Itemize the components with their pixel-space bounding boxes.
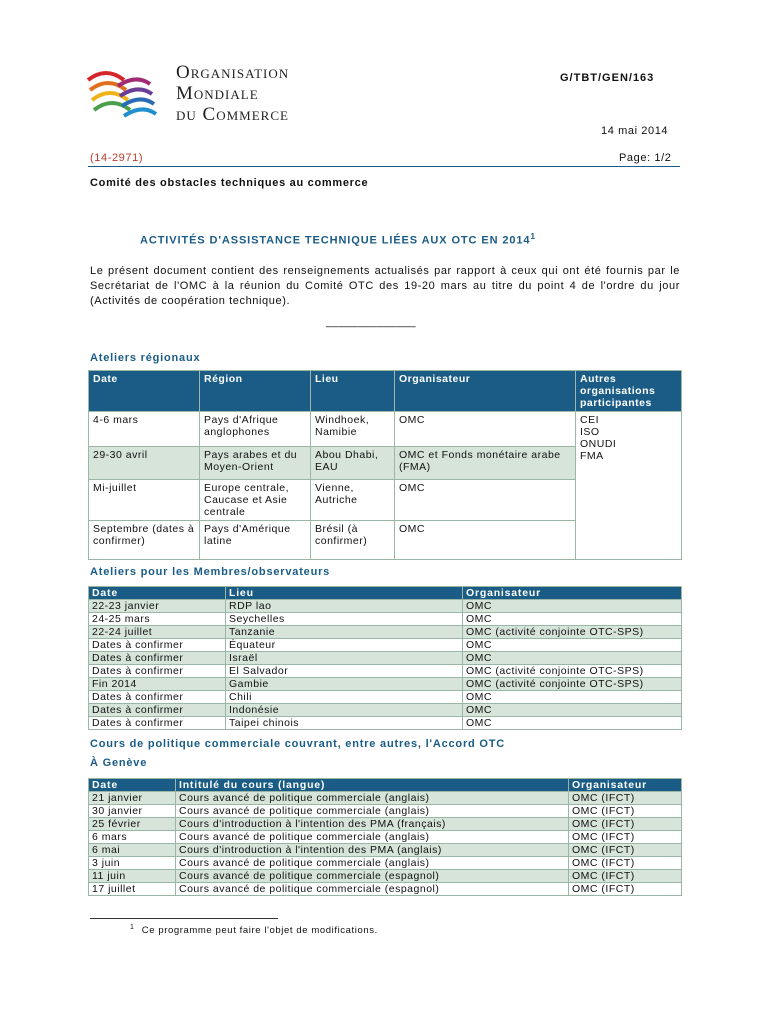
doc-title: [140, 232, 640, 247]
cell-organisateur: OMC (IFCT): [569, 805, 682, 818]
cell-date: Dates à confirmer: [89, 717, 226, 730]
cell-organisateur: OMC: [395, 521, 576, 560]
cell-organisateur: OMC: [463, 600, 682, 613]
cell-organisateur: OMC: [463, 717, 682, 730]
cell-lieu: Vienne, Autriche: [311, 480, 395, 521]
intro-paragraph: Le présent document contient des renseignements actualisés par rapport à ceux qui ont été fournis par le Secrétariat de l'OMC à la réunion du Comité OTC des 19-20 mars au titre du point 4 de l'ordre du jour (Activités de coopération technique).: [90, 265, 680, 307]
footnote-rule: [90, 918, 278, 919]
cell-others: [576, 412, 682, 560]
cell-course-title: Cours avancé de politique commerciale (anglais): [176, 805, 569, 818]
courses-table: [88, 778, 682, 896]
col-organisateur: Organisateur: [395, 371, 576, 412]
other-org: ISO: [580, 426, 600, 438]
table-row: [89, 857, 682, 870]
col-organisateur: Organisateur: [463, 587, 682, 600]
table-row: [89, 831, 682, 844]
cell-date: Dates à confirmer: [89, 704, 226, 717]
regional-table: [88, 370, 682, 560]
cell-date: 11 juin: [89, 870, 176, 883]
courses-subheading: À Genève: [90, 757, 148, 769]
table-row: [89, 805, 682, 818]
cell-date: Fin 2014: [89, 678, 226, 691]
cell-organisateur: OMC (IFCT): [569, 870, 682, 883]
cell-organisateur: OMC (activité conjointe OTC-SPS): [463, 665, 682, 678]
regional-header-row: [89, 371, 682, 412]
table-row: [89, 626, 682, 639]
cell-date: 30 janvier: [89, 805, 176, 818]
cell-course-title: Cours avancé de politique commerciale (anglais): [176, 831, 569, 844]
cell-region: Pays arabes et du Moyen-Orient: [200, 447, 311, 480]
cell-organisateur: OMC (activité conjointe OTC-SPS): [463, 678, 682, 691]
cell-region: Europe centrale, Caucase et Asie centrale: [200, 480, 311, 521]
cell-organisateur: OMC: [395, 480, 576, 521]
other-org: FMA: [580, 450, 604, 462]
table-row: [89, 883, 682, 896]
col-lieu: Lieu: [226, 587, 463, 600]
cell-date: 6 mars: [89, 831, 176, 844]
table-row: [89, 691, 682, 704]
cell-date: Septembre (dates à confirmer): [89, 521, 200, 560]
cell-organisateur: OMC: [463, 639, 682, 652]
courses-header-row: [89, 779, 682, 792]
doc-date: 14 mai 2014: [601, 125, 669, 137]
table-row: [89, 600, 682, 613]
cell-lieu: Seychelles: [226, 613, 463, 626]
table-row: [89, 652, 682, 665]
courses-heading: Cours de politique commerciale couvrant, entre autres, l'Accord OTC: [90, 738, 506, 750]
cell-date: 3 juin: [89, 857, 176, 870]
cell-course-title: Cours d'introduction à l'intention des PMA (anglais): [176, 844, 569, 857]
col-lieu: Lieu: [311, 371, 395, 412]
table-row: [89, 717, 682, 730]
cell-organisateur: OMC (activité conjointe OTC-SPS): [463, 626, 682, 639]
org-name-line1: Organisation: [176, 62, 290, 83]
cell-organisateur: OMC: [463, 691, 682, 704]
other-org: ONUDI: [580, 438, 617, 450]
cell-date: 22-23 janvier: [89, 600, 226, 613]
cell-lieu: Indonésie: [226, 704, 463, 717]
doc-ref: (14-2971): [90, 152, 144, 164]
col-date: Date: [89, 371, 200, 412]
cell-organisateur: OMC (IFCT): [569, 883, 682, 896]
table-row: [89, 412, 682, 447]
cell-lieu: Chili: [226, 691, 463, 704]
doc-title-text: ACTIVITÉS D'ASSISTANCE TECHNIQUE LIÉES AUX OTC EN 2014: [140, 234, 531, 247]
cell-date: Dates à confirmer: [89, 665, 226, 678]
cell-date: 6 mai: [89, 844, 176, 857]
members-heading: Ateliers pour les Membres/observateurs: [90, 566, 331, 578]
cell-date: 4-6 mars: [89, 412, 200, 447]
col-course-title: Intitulé du cours (langue): [176, 779, 569, 792]
cell-organisateur: OMC (IFCT): [569, 831, 682, 844]
members-header-row: [89, 587, 682, 600]
table-row: [89, 613, 682, 626]
cell-course-title: Cours avancé de politique commerciale (espagnol): [176, 883, 569, 896]
table-row: [89, 665, 682, 678]
cell-lieu: Abou Dhabi, EAU: [311, 447, 395, 480]
cell-course-title: Cours d'introduction à l'intention des PMA (français): [176, 818, 569, 831]
wto-emblem-icon: [84, 58, 162, 128]
cell-date: 21 janvier: [89, 792, 176, 805]
cell-lieu: RDP lao: [226, 600, 463, 613]
cell-date: 25 février: [89, 818, 176, 831]
members-table: [88, 586, 682, 730]
footnote: [130, 924, 378, 936]
cell-date: Dates à confirmer: [89, 652, 226, 665]
table-row: [89, 792, 682, 805]
page-number: Page: 1/2: [619, 152, 672, 164]
col-date: Date: [89, 587, 226, 600]
separator: ______________: [326, 316, 416, 328]
cell-organisateur: OMC (IFCT): [569, 818, 682, 831]
cell-organisateur: OMC: [463, 704, 682, 717]
cell-lieu: Équateur: [226, 639, 463, 652]
cell-organisateur: OMC et Fonds monétaire arabe (FMA): [395, 447, 576, 480]
table-row: [89, 678, 682, 691]
table-row: [89, 818, 682, 831]
org-name-line3: du Commerce: [176, 104, 289, 125]
cell-course-title: Cours avancé de politique commerciale (espagnol): [176, 870, 569, 883]
cell-region: Pays d'Amérique latine: [200, 521, 311, 560]
table-row: [89, 639, 682, 652]
cell-organisateur: OMC (IFCT): [569, 844, 682, 857]
committee-name: Comité des obstacles techniques au commerce: [90, 177, 369, 189]
cell-course-title: Cours avancé de politique commerciale (anglais): [176, 857, 569, 870]
cell-date: Mi-juillet: [89, 480, 200, 521]
cell-date: Dates à confirmer: [89, 691, 226, 704]
footnote-num: 1: [130, 924, 135, 931]
table-row: [89, 704, 682, 717]
col-others: Autres organisations participantes: [576, 371, 682, 412]
doc-symbol: G/TBT/GEN/163: [560, 72, 655, 84]
footnote-text: Ce programme peut faire l'objet de modifications.: [141, 925, 378, 937]
cell-organisateur: OMC: [463, 652, 682, 665]
wto-logo: [84, 58, 334, 128]
org-name-line2: Mondiale: [176, 83, 259, 104]
cell-date: 29-30 avril: [89, 447, 200, 480]
table-row: [89, 870, 682, 883]
cell-course-title: Cours avancé de politique commerciale (anglais): [176, 792, 569, 805]
table-row: [89, 844, 682, 857]
cell-lieu: Taipei chinois: [226, 717, 463, 730]
regional-heading: Ateliers régionaux: [90, 352, 201, 364]
cell-organisateur: OMC: [395, 412, 576, 447]
cell-organisateur: OMC: [463, 613, 682, 626]
cell-organisateur: OMC (IFCT): [569, 857, 682, 870]
cell-date: 24-25 mars: [89, 613, 226, 626]
cell-date: 22-24 juillet: [89, 626, 226, 639]
other-org: CEI: [580, 414, 600, 426]
cell-lieu: Israël: [226, 652, 463, 665]
col-region: Région: [200, 371, 311, 412]
cell-lieu: Brésil (à confirmer): [311, 521, 395, 560]
cell-lieu: El Salvador: [226, 665, 463, 678]
cell-lieu: Windhoek, Namibie: [311, 412, 395, 447]
cell-date: 17 juillet: [89, 883, 176, 896]
col-date: Date: [89, 779, 176, 792]
cell-lieu: Tanzanie: [226, 626, 463, 639]
title-footnote-ref: 1: [530, 232, 536, 241]
cell-organisateur: OMC (IFCT): [569, 792, 682, 805]
cell-lieu: Gambie: [226, 678, 463, 691]
page-rule: [88, 166, 680, 167]
col-organisateur: Organisateur: [569, 779, 682, 792]
cell-date: Dates à confirmer: [89, 639, 226, 652]
cell-region: Pays d'Afrique anglophones: [200, 412, 311, 447]
